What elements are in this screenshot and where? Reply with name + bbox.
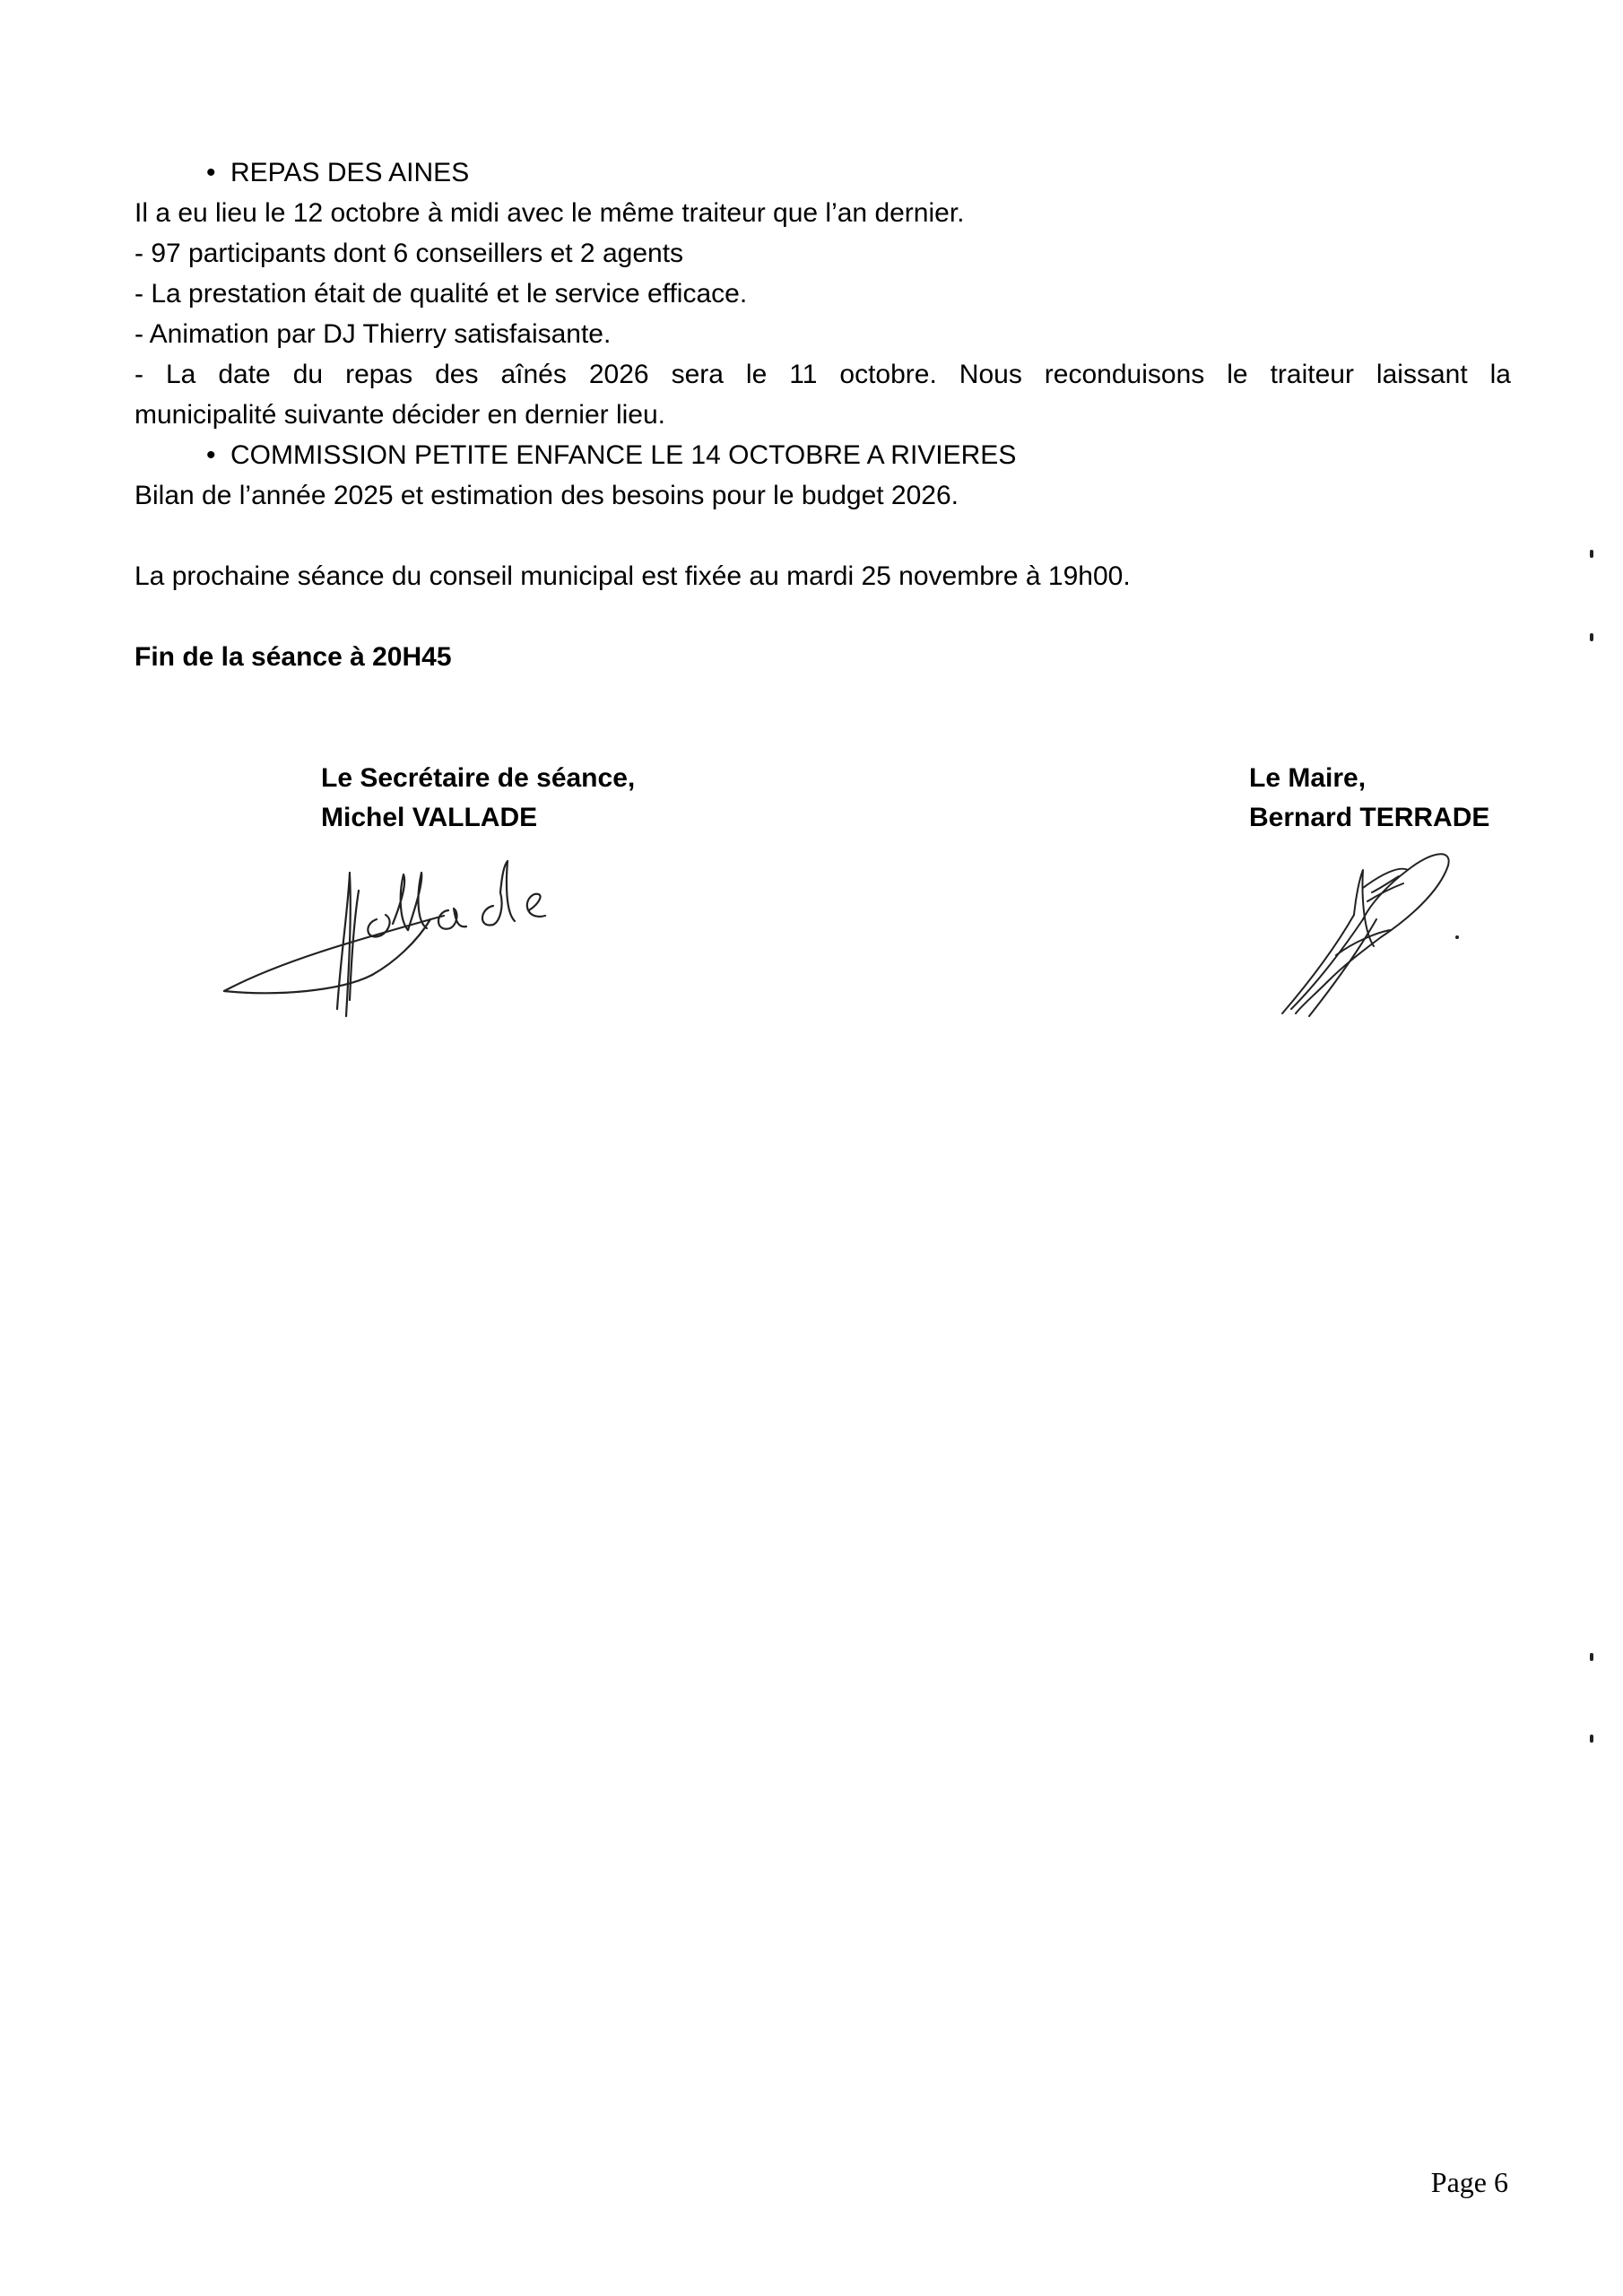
- section-heading-meal: [135, 152, 1511, 193]
- section-heading-commission-text: COMMISSION PETITE ENFANCE LE 14 OCTOBRE A RIVIERES: [230, 440, 1017, 470]
- secretary-handwritten-signature: [215, 857, 592, 1027]
- commission-summary: Bilan de l’année 2025 et estimation des besoins pour le budget 2026.: [135, 481, 959, 510]
- secretary-signature-block: [321, 759, 635, 838]
- bullet-dot: •: [206, 440, 216, 470]
- meal-line-quality: - La prestation était de qualité et le service efficace.: [135, 279, 748, 309]
- closing-time: Fin de la séance à 20H45: [135, 642, 452, 672]
- spacer: [135, 516, 1511, 556]
- meal-paragraph-2026: - La date du repas des aînés 2026 sera le 11 octobre. Nous reconduisons le traiteur laissant la: [135, 360, 1511, 389]
- bullet-dot: •: [206, 158, 216, 187]
- spacer: [135, 596, 1511, 637]
- mayor-handwritten-signature: [1273, 848, 1480, 1027]
- meal-line-date: Il a eu lieu le 12 octobre à midi avec le même traiteur que l’an dernier.: [135, 198, 965, 228]
- secretary-role: Le Secrétaire de séance,: [321, 763, 636, 793]
- scan-mark: [1590, 1653, 1593, 1661]
- meal-paragraph-2026-end: municipalité suivante décider en dernier lieu.: [135, 400, 666, 430]
- minutes-body: [135, 152, 1511, 677]
- scan-mark: [1590, 550, 1593, 558]
- mayor-name: Bernard TERRADE: [1249, 803, 1490, 832]
- page-number: Page 6: [1430, 2166, 1508, 2198]
- mayor-role: Le Maire,: [1249, 763, 1367, 793]
- meal-line-animation: - Animation par DJ Thierry satisfaisante.: [135, 319, 612, 349]
- scan-mark: [1590, 1735, 1593, 1743]
- section-heading-meal-text: REPAS DES AINES: [230, 158, 470, 187]
- section-heading-commission: [135, 435, 1511, 475]
- next-meeting-note: La prochaine séance du conseil municipal est fixée au mardi 25 novembre à 19h00.: [135, 561, 1131, 591]
- secretary-name: Michel VALLADE: [321, 803, 538, 832]
- mayor-signature-block: [1249, 759, 1489, 838]
- meal-line-participants: - 97 participants dont 6 conseillers et 2 agents: [135, 239, 684, 268]
- scan-mark: [1590, 633, 1593, 641]
